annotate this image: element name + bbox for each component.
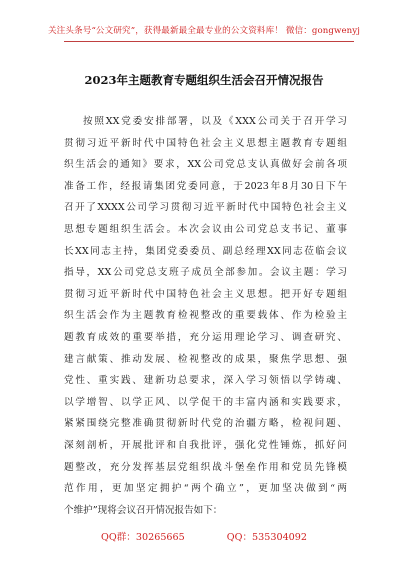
body-line: 按照XX党委安排部署，以及《XXX公司关于召开学习 bbox=[83, 116, 347, 127]
body-line: 贯彻习近平新时代中国特色社会主义思想主题教育专题组 bbox=[64, 137, 347, 149]
header-divider bbox=[64, 41, 354, 42]
body-line: 以学增智、以学正风、以学促干的丰富内涵和实践要求， bbox=[64, 396, 347, 408]
body-line: 指导，XX公司党总支班子成员全部参加。会议主题：学习 bbox=[64, 267, 347, 279]
body-line: 长XX同志主持，集团党委委员、副总经理XX同志莅临会议 bbox=[64, 245, 347, 257]
body-line: 紧紧围绕完整准确贯彻新时代党的治疆方略，检视问题、 bbox=[64, 418, 347, 430]
body-line: 织生活会作为主题教育检视整改的重要载体、作为检验主 bbox=[64, 310, 347, 322]
document-body bbox=[64, 111, 347, 521]
footer-qq-group: QQ群：30265665 bbox=[100, 532, 185, 543]
body-line: 贯彻习近平新时代中国特色社会主义思想。把开好专题组 bbox=[64, 288, 347, 300]
body-line: 个维护”现将会议召开情况报告如下： bbox=[64, 504, 223, 516]
body-line: 准备工作，经报请集团党委同意，于2023年8月30日下午 bbox=[64, 180, 347, 192]
body-line: 思想专题组织生活会。本次会议由公司党总支书记、董事 bbox=[64, 223, 347, 235]
footer-qq-number: QQ：535304092 bbox=[226, 532, 307, 543]
body-line: 召开了XXXX公司学习贯彻习近平新时代中国特色社会主义 bbox=[64, 202, 347, 214]
body-line: 织生活会的通知》要求，XX公司党总支认真做好会前各项 bbox=[64, 159, 347, 171]
body-line: 范作用，更加坚定拥护“两个确立”，更加坚决做到“两 bbox=[64, 483, 347, 495]
body-line: 题教育成效的重要举措，充分运用理论学习、调查研究、 bbox=[64, 331, 347, 343]
footer-contact bbox=[0, 529, 408, 543]
header-promo-text: 关注头条号“公文研究”，获得最新最全最专业的公文资料库！ 微信：gongwenyj bbox=[47, 26, 361, 36]
body-line: 建言献策、推动发展、检视整改的成果，聚焦学思想、强 bbox=[64, 353, 347, 365]
body-line: 党性、重实践、建新功总要求，深入学习领悟以学铸魂、 bbox=[64, 375, 347, 387]
body-line: 深刻剖析，开展批评和自我批评，强化党性锤炼，抓好问 bbox=[64, 439, 347, 451]
body-line: 题整改，充分发挥基层党组织战斗堡垒作用和党员先锋模 bbox=[64, 461, 347, 473]
document-title: 2023年主题教育专题组织生活会召开情况报告 bbox=[84, 73, 324, 87]
